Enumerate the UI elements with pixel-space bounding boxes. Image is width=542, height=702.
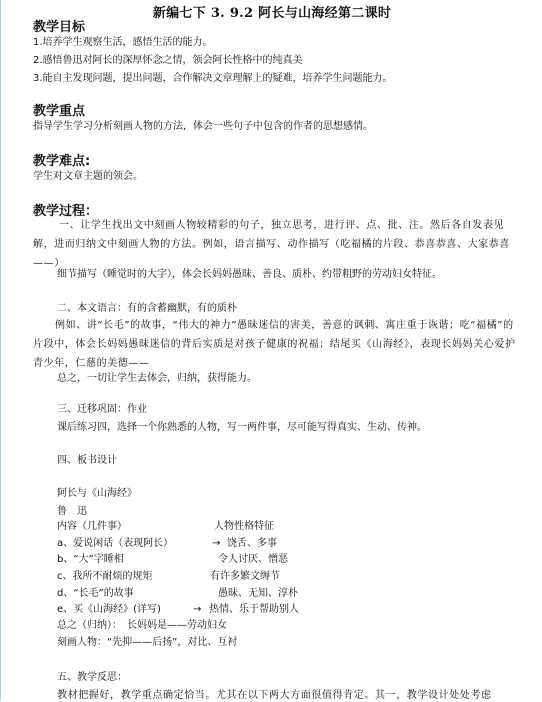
board-row-e-left: e、买《山海经》(详写) xyxy=(57,604,161,615)
goal-item-3: 3.能自主发现问题，提出问题，合作解决文章理解上的疑难，培养学生问题能力。 xyxy=(33,73,393,84)
board-summary: 总之（归纳）： 长妈妈是——劳动妇女 xyxy=(57,620,227,631)
section-2-paragraph-text: 例如、讲“长毛”的故事，“伟大的神力”愚昧迷信的害美，善意的讽刺、寓庄重于诙谐；吃“福橘”的片段中，体会长妈妈愚昧迷信的背后实质是对孩子健康的祝福；结尾买《山海经》，表现长妈妈关心爱护青少年，仁慈的美德—— xyxy=(33,320,516,369)
process-paragraph-1-text: 一、让学生找出文中刻画人物较精彩的句子，独立思考，进行评、点、批、注。然后各自发表见解，进而归纳文中刻画人物的方法。例如，语言描写、动作描写（吃福橘的片段、恭喜恭喜、大家恭喜——） xyxy=(33,220,510,269)
page-title: 新编七下 3. 9.2 阿长与山海经第二课时 xyxy=(152,6,392,21)
goal-item-2: 2.感悟鲁迅对阿长的深厚怀念之情，领会阿长性格中的纯真美 xyxy=(33,55,303,66)
key-point-text: 指导学生学习分析刻画人物的方法，体会一些句子中包含的作者的思想感情。 xyxy=(33,121,373,132)
board-row-e-arrow: → xyxy=(193,604,202,615)
section-2-summary: 总之，一切让学生去体会，归纳，获得能力。 xyxy=(57,373,257,384)
goal-item-1: 1.培养学生观察生活，感悟生活的能力。 xyxy=(33,37,213,48)
board-row-a-arrow: → xyxy=(212,538,221,549)
board-author: 鲁 迅 xyxy=(57,506,87,517)
difficulty-text: 学生对文章主题的领会。 xyxy=(33,171,143,182)
section-3-title: 三、迁移巩固：作业 xyxy=(57,404,147,415)
board-row-c-right: 有许多繁文缛节 xyxy=(210,571,280,582)
difficulty-heading: 教学难点: xyxy=(33,154,91,169)
process-paragraph-1 xyxy=(33,216,521,273)
process-heading: 教学过程： xyxy=(33,204,99,219)
board-method: 刻画人物：“先抑——后扬”，对比、互衬 xyxy=(57,637,238,648)
board-row-c-left: c、我所不耐烦的规矩 xyxy=(57,571,153,582)
board-row-b-left: b、“大”字睡相 xyxy=(57,554,124,565)
section-4-title: 四、板书设计 xyxy=(57,455,117,466)
board-col1-header: 内容（几件事） xyxy=(57,521,127,532)
section-5-text: 教材把握好，教学重点确定恰当。尤其在以下两大方面很值得肯定。其一，教学设计处处考虑 xyxy=(57,690,492,701)
goals-heading: 教学目标 xyxy=(33,20,86,35)
key-point-heading: 教学重点 xyxy=(33,104,86,119)
board-row-b-right: 令人讨厌、憎恶 xyxy=(218,554,288,565)
section-3-text: 课后练习四，选择一个你熟悉的人物，写一两件事，尽可能写得真实、生动、传神。 xyxy=(57,422,427,433)
process-paragraph-1b: 细节描写（睡觉时的大字），体会长妈妈愚昧、善良、质朴、约带粗野的劳动妇女特征。 xyxy=(57,269,442,280)
section-2-title: 二、本文语言：有的含蓄幽默，有的质朴 xyxy=(57,303,237,314)
section-5-title: 五、教学反思： xyxy=(57,672,127,683)
board-row-a-right: 饶舌、多事 xyxy=(227,538,277,549)
section-2-paragraph xyxy=(33,316,521,373)
board-row-e-right: 热情、乐于帮助别人 xyxy=(209,604,299,615)
board-row-a-left: a、爱说闲话（表现阿长） xyxy=(57,538,174,549)
board-row-d-left: d、“长毛”的故事 xyxy=(57,588,134,599)
board-title: 阿长与《山海经》 xyxy=(57,488,137,499)
board-row-d-right: 愚昧、无知、淳朴 xyxy=(218,588,298,599)
board-col2-header: 人物性格特征 xyxy=(214,521,274,532)
